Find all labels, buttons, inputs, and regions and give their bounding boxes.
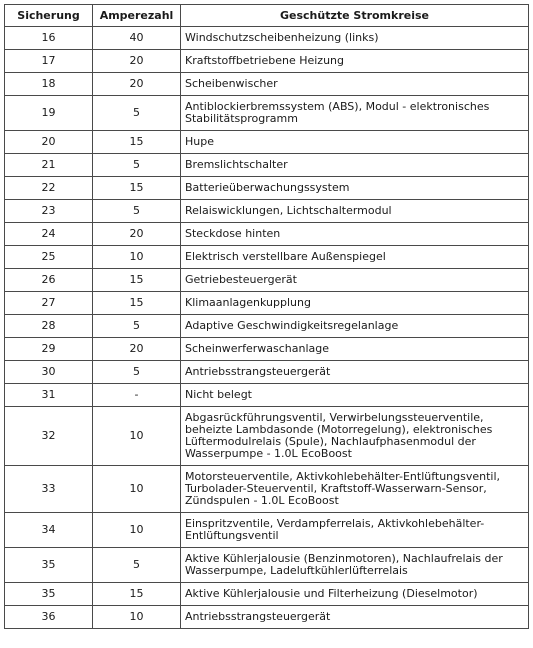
amperage: 5 <box>93 548 181 583</box>
table-row <box>5 407 529 466</box>
fuse-number: 30 <box>5 361 93 384</box>
table-row <box>5 200 529 223</box>
circuit-description: Kraftstoffbetriebene Heizung <box>181 50 529 73</box>
fuse-number: 32 <box>5 407 93 466</box>
header-fuse: Sicherung <box>5 5 93 27</box>
table-row <box>5 131 529 154</box>
table-row <box>5 223 529 246</box>
circuit-description: Antiblockierbremssystem (ABS), Modul - elektronisches Stabilitätsprogramm <box>181 96 529 131</box>
amperage: 15 <box>93 292 181 315</box>
circuit-description: Abgasrückführungsventil, Verwirbelungssteuerventile, beheizte Lambdasonde (Motorregelung), elektronisches Lüftermodulrelais (Spule), Nachlaufphasenmodul der Wasserpumpe - 1.0L EcoBoost <box>181 407 529 466</box>
amperage: 40 <box>93 27 181 50</box>
circuit-description: Antriebsstrangsteuergerät <box>181 361 529 384</box>
amperage: 10 <box>93 466 181 513</box>
fuse-number: 27 <box>5 292 93 315</box>
fuse-number: 24 <box>5 223 93 246</box>
fuse-number: 31 <box>5 384 93 407</box>
amperage: 10 <box>93 513 181 548</box>
fuse-number: 36 <box>5 606 93 629</box>
fuse-number: 16 <box>5 27 93 50</box>
table-row <box>5 246 529 269</box>
table-row <box>5 154 529 177</box>
amperage: - <box>93 384 181 407</box>
amperage: 5 <box>93 315 181 338</box>
table-row <box>5 292 529 315</box>
amperage: 5 <box>93 96 181 131</box>
circuit-description: Adaptive Geschwindigkeitsregelanlage <box>181 315 529 338</box>
amperage: 5 <box>93 361 181 384</box>
table-row <box>5 50 529 73</box>
header-circuits: Geschützte Stromkreise <box>181 5 529 27</box>
amperage: 20 <box>93 73 181 96</box>
circuit-description: Getriebesteuergerät <box>181 269 529 292</box>
header-row <box>5 5 529 27</box>
table-row <box>5 177 529 200</box>
header-amperage: Amperezahl <box>93 5 181 27</box>
table-row <box>5 338 529 361</box>
fuse-number: 34 <box>5 513 93 548</box>
amperage: 15 <box>93 131 181 154</box>
circuit-description: Relaiswicklungen, Lichtschaltermodul <box>181 200 529 223</box>
amperage: 15 <box>93 583 181 606</box>
amperage: 5 <box>93 154 181 177</box>
circuit-description: Hupe <box>181 131 529 154</box>
fuse-number: 18 <box>5 73 93 96</box>
table-row <box>5 583 529 606</box>
circuit-description: Bremslichtschalter <box>181 154 529 177</box>
fuse-number: 35 <box>5 583 93 606</box>
table-row <box>5 548 529 583</box>
fuse-number: 25 <box>5 246 93 269</box>
circuit-description: Antriebsstrangsteuergerät <box>181 606 529 629</box>
fuse-number: 17 <box>5 50 93 73</box>
circuit-description: Steckdose hinten <box>181 223 529 246</box>
circuit-description: Batterieüberwachungssystem <box>181 177 529 200</box>
fuse-number: 22 <box>5 177 93 200</box>
amperage: 10 <box>93 246 181 269</box>
fuse-number: 19 <box>5 96 93 131</box>
amperage: 20 <box>93 338 181 361</box>
circuit-description: Einspritzventile, Verdampferrelais, Aktivkohlebehälter-Entlüftungsventil <box>181 513 529 548</box>
table-row <box>5 315 529 338</box>
table-row <box>5 269 529 292</box>
fuse-table <box>4 4 529 629</box>
fuse-number: 21 <box>5 154 93 177</box>
table-row <box>5 27 529 50</box>
table-row <box>5 466 529 513</box>
amperage: 5 <box>93 200 181 223</box>
fuse-number: 29 <box>5 338 93 361</box>
circuit-description: Aktive Kühlerjalousie (Benzinmotoren), Nachlaufrelais der Wasserpumpe, Ladeluftkühlerlüfterrelais <box>181 548 529 583</box>
amperage: 15 <box>93 269 181 292</box>
table-row <box>5 73 529 96</box>
amperage: 20 <box>93 50 181 73</box>
circuit-description: Windschutzscheibenheizung (links) <box>181 27 529 50</box>
circuit-description: Scheinwerferwaschanlage <box>181 338 529 361</box>
circuit-description: Motorsteuerventile, Aktivkohlebehälter-Entlüftungsventil, Turbolader-Steuerventil, Kraftstoff-Wasserwarn-Sensor, Zündspulen - 1.0L EcoBoost <box>181 466 529 513</box>
circuit-description: Elektrisch verstellbare Außenspiegel <box>181 246 529 269</box>
fuse-number: 33 <box>5 466 93 513</box>
table-row <box>5 384 529 407</box>
fuse-number: 28 <box>5 315 93 338</box>
circuit-description: Aktive Kühlerjalousie und Filterheizung (Dieselmotor) <box>181 583 529 606</box>
fuse-number: 26 <box>5 269 93 292</box>
amperage: 10 <box>93 407 181 466</box>
table-row <box>5 361 529 384</box>
circuit-description: Nicht belegt <box>181 384 529 407</box>
fuse-number: 20 <box>5 131 93 154</box>
amperage: 20 <box>93 223 181 246</box>
fuse-number: 35 <box>5 548 93 583</box>
fuse-number: 23 <box>5 200 93 223</box>
circuit-description: Scheibenwischer <box>181 73 529 96</box>
circuit-description: Klimaanlagenkupplung <box>181 292 529 315</box>
table-row <box>5 513 529 548</box>
table-row <box>5 606 529 629</box>
table-row <box>5 96 529 131</box>
amperage: 10 <box>93 606 181 629</box>
amperage: 15 <box>93 177 181 200</box>
